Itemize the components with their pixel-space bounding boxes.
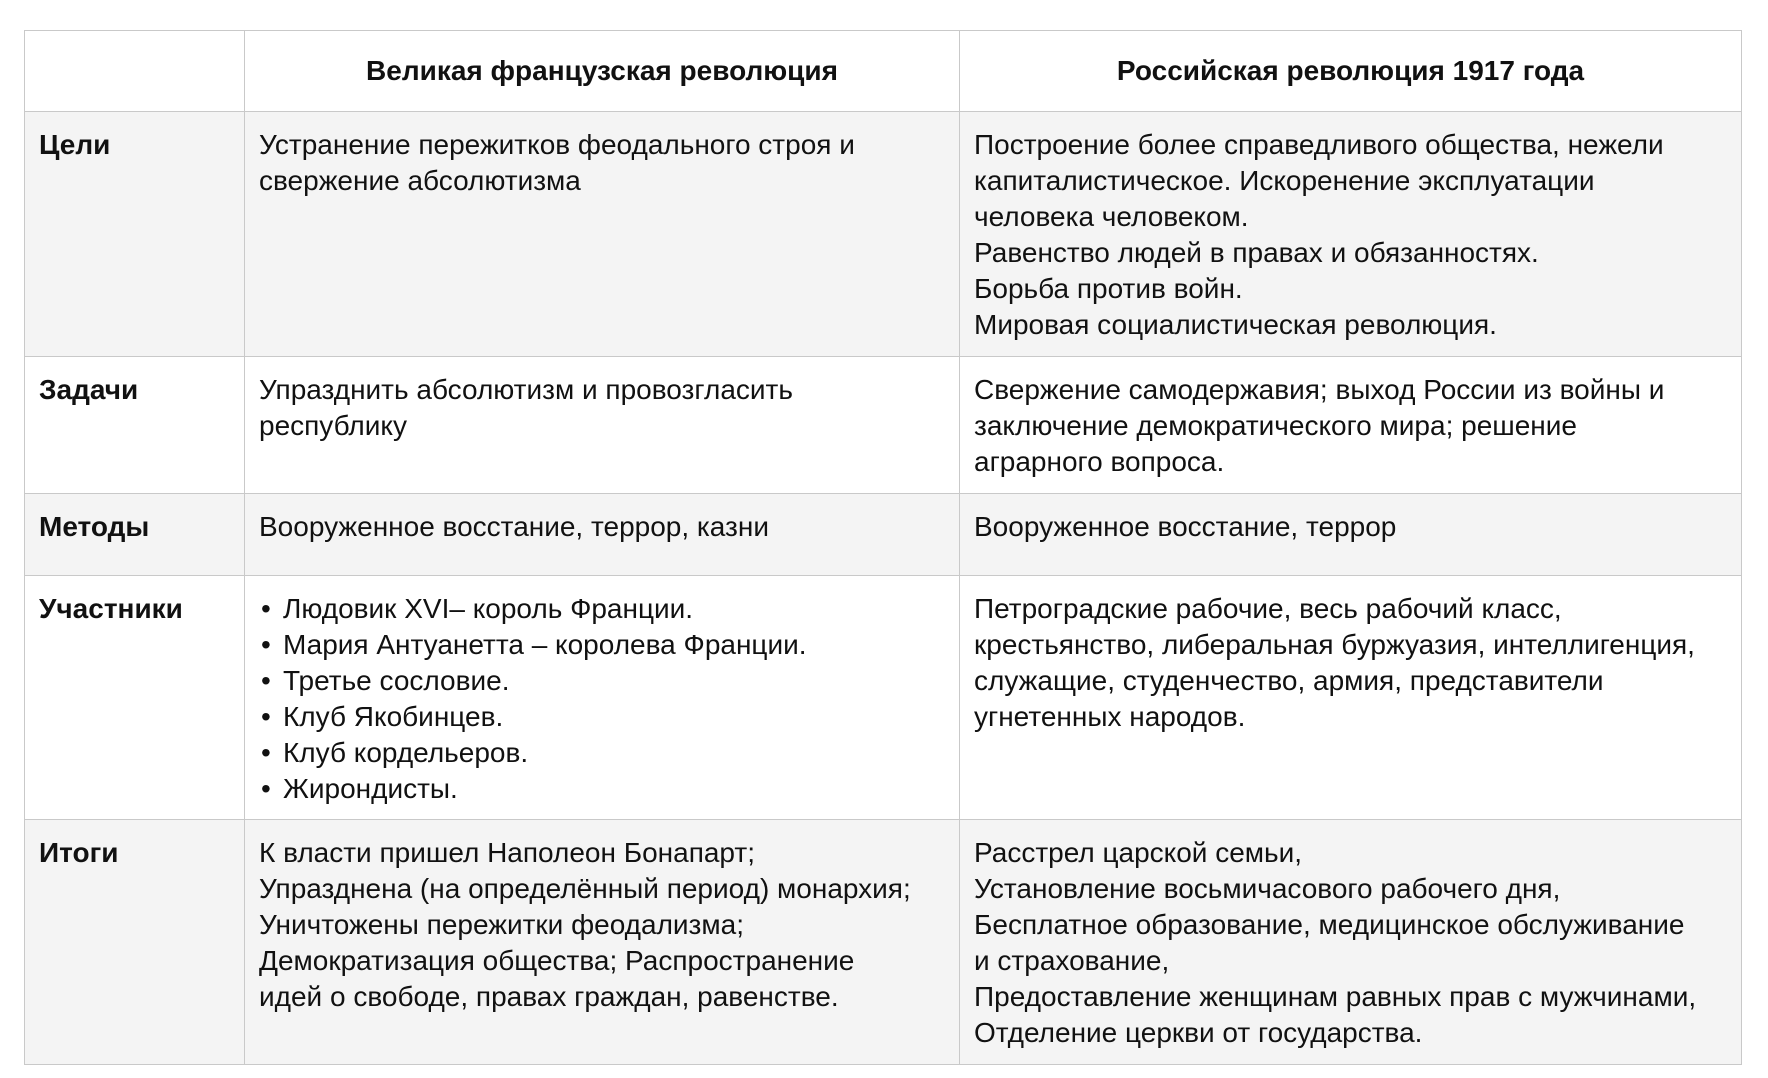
cell-tasks-russian: [960, 357, 1742, 494]
header-russian-revolution: Российская революция 1917 года: [960, 31, 1742, 112]
text-line: крестьянство, либеральная буржуазия, интеллигенция,: [974, 629, 1695, 660]
text-line: Построение более справедливого общества, нежели: [974, 129, 1664, 160]
bullet-icon: •: [261, 701, 271, 732]
list-item: • Людовик XVI– король Франции.: [259, 591, 945, 627]
text-line: Устранение пережитков феодального строя и: [259, 129, 855, 160]
bullet-icon: •: [261, 737, 271, 768]
text-line: угнетенных народов.: [974, 701, 1246, 732]
table-row-methods: [25, 494, 1742, 576]
cell-methods-french: [245, 494, 960, 576]
text-line: Установление восьмичасового рабочего дня,: [974, 873, 1561, 904]
text-line: Петроградские рабочие, весь рабочий класс,: [974, 593, 1562, 624]
text-line: заключение демократического мира; решение: [974, 410, 1577, 441]
bullet-icon: •: [261, 629, 271, 660]
bullet-icon: •: [261, 773, 271, 804]
table-row-results: [25, 820, 1742, 1065]
row-label-goals: Цели: [25, 112, 245, 357]
text-line: свержение абсолютизма: [259, 165, 581, 196]
list-item: • Клуб кордельеров.: [259, 735, 945, 771]
text-line: человека человеком.: [974, 201, 1249, 232]
text-line: республику: [259, 410, 407, 441]
text-line: Предоставление женщинам равных прав с мужчинами,: [974, 981, 1697, 1012]
text-line: Мировая социалистическая революция.: [974, 309, 1497, 340]
row-label-tasks: Задачи: [25, 357, 245, 494]
bullet-icon: •: [261, 593, 271, 624]
text-line: и страхование,: [974, 945, 1170, 976]
text-line: Упразднена (на определённый период) монархия;: [259, 873, 911, 904]
cell-participants-french: [245, 576, 960, 820]
text-line: Расстрел царской семьи,: [974, 837, 1303, 868]
cell-tasks-french: [245, 357, 960, 494]
table-row-participants: [25, 576, 1742, 820]
text-line: Отделение церкви от государства.: [974, 1017, 1423, 1048]
row-label-results: Итоги: [25, 820, 245, 1065]
text-line: Упразднить абсолютизм и провозгласить: [259, 374, 793, 405]
text-line: Вооруженное восстание, террор, казни: [259, 511, 769, 542]
text-line: Борьба против войн.: [974, 273, 1243, 304]
header-row: [25, 31, 1742, 112]
header-french-revolution: Великая французская революция: [245, 31, 960, 112]
text-line: идей о свободе, правах граждан, равенстве.: [259, 981, 839, 1012]
cell-methods-russian: [960, 494, 1742, 576]
bullet-icon: •: [261, 665, 271, 696]
list-item: • Жирондисты.: [259, 771, 945, 807]
text-line: Свержение самодержавия; выход России из войны и: [974, 374, 1665, 405]
text-line: Уничтожены пережитки феодализма;: [259, 909, 744, 940]
text-line: Равенство людей в правах и обязанностях.: [974, 237, 1539, 268]
cell-results-french: [245, 820, 960, 1065]
cell-participants-russian: [960, 576, 1742, 820]
cell-goals-french: [245, 112, 960, 357]
text-line: капиталистическое. Искоренение эксплуатации: [974, 165, 1595, 196]
text-line: Демократизация общества; Распространение: [259, 945, 855, 976]
text-line: аграрного вопроса.: [974, 446, 1225, 477]
cell-results-russian: [960, 820, 1742, 1065]
text-line: Бесплатное образование, медицинское обслуживание: [974, 909, 1685, 940]
list-item: • Мария Антуанетта – королева Франции.: [259, 627, 945, 663]
participants-list: [259, 591, 945, 807]
text-line: К власти пришел Наполеон Бонапарт;: [259, 837, 755, 868]
table-row-goals: [25, 112, 1742, 357]
text-line: Вооруженное восстание, террор: [974, 511, 1397, 542]
row-label-methods: Методы: [25, 494, 245, 576]
cell-goals-russian: [960, 112, 1742, 357]
header-empty-cell: [25, 31, 245, 112]
comparison-table: [24, 30, 1742, 1065]
list-item: • Третье сословие.: [259, 663, 945, 699]
table-row-tasks: [25, 357, 1742, 494]
text-line: служащие, студенчество, армия, представители: [974, 665, 1604, 696]
row-label-participants: Участники: [25, 576, 245, 820]
list-item: • Клуб Якобинцев.: [259, 699, 945, 735]
